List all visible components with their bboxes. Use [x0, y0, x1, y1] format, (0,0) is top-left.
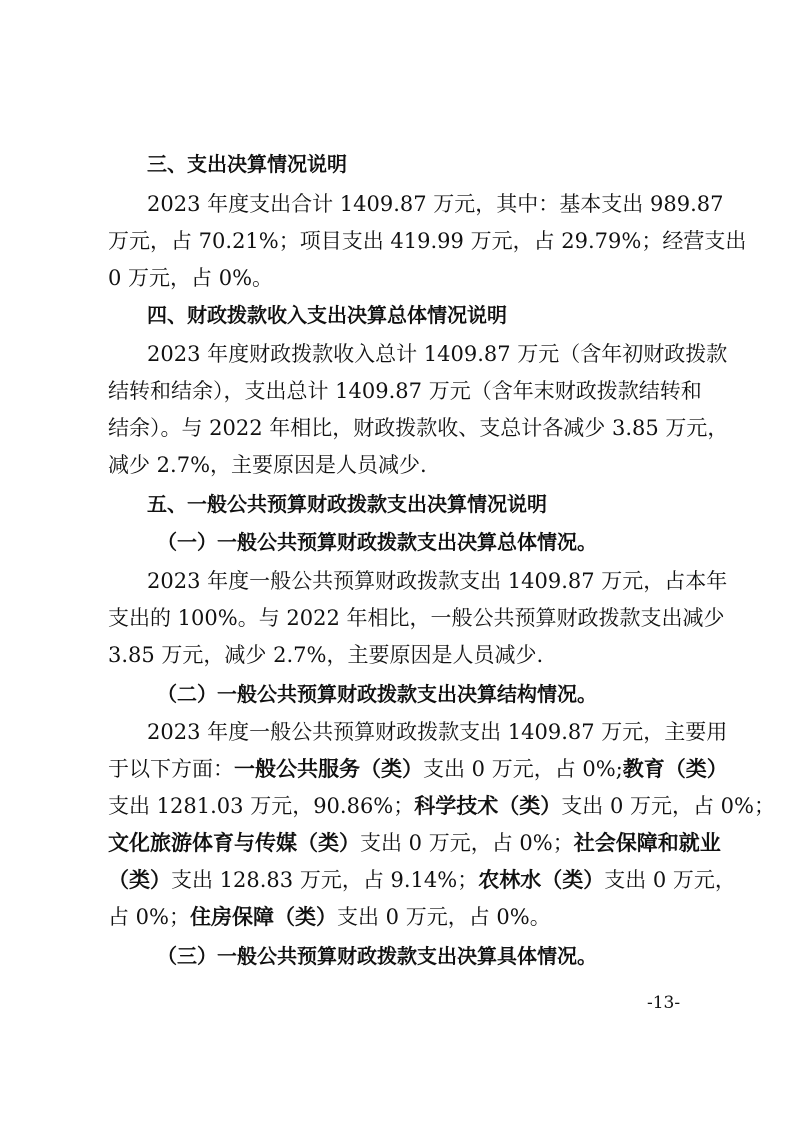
paragraph-line: 0 万元，占 0%。 — [108, 266, 274, 290]
paragraph-line — [108, 792, 775, 820]
page-number: -13- — [647, 993, 681, 1013]
category-label: 住房保障（类） — [190, 904, 337, 929]
subsection-heading-overall: （一）一般公共预算财政拨款支出决算总体情况。 — [157, 530, 597, 554]
category-label: 科学技术（类） — [414, 793, 562, 818]
text-run: 支出 0 万元，占 0%； — [360, 831, 574, 855]
section-heading-general-budget: 五、一般公共预算财政拨款支出决算情况说明 — [147, 492, 547, 516]
category-label: （类） — [108, 867, 171, 892]
paragraph-line: 2023 年度一般公共预算财政拨款支出 1409.87 万元，占本年 — [147, 569, 728, 593]
paragraph-line: 2023 年度财政拨款收入总计 1409.87 万元（含年初财政拨款 — [147, 342, 728, 366]
paragraph-line: 支出的 100%。与 2022 年相比，一般公共预算财政拨款支出减少 — [108, 606, 725, 630]
category-label: 农林水（类） — [478, 867, 605, 892]
paragraph-line: 结转和结余），支出总计 1409.87 万元（含年末财政拨款结转和 — [108, 379, 702, 403]
text-run: 支出 1281.03 万元，90.86%； — [108, 794, 415, 818]
subsection-heading-details: （三）一般公共预算财政拨款支出决算具体情况。 — [157, 944, 597, 968]
subsection-heading-structure: （二）一般公共预算财政拨款支出决算结构情况。 — [157, 682, 597, 706]
text-run: 占 0%； — [108, 905, 190, 929]
text-run: 支出 0 万元， — [604, 868, 736, 892]
text-run: 支出 0 万元，占 0%； — [561, 794, 775, 818]
paragraph-line: 3.85 万元，减少 2.7%，主要原因是人员减少. — [108, 643, 544, 667]
category-label: 一般公共服务（类） — [234, 756, 423, 781]
paragraph-line: 万元，占 70.21%；项目支出 419.99 万元，占 29.79%；经营支出 — [108, 229, 747, 253]
category-label: 社会保障和就业 — [573, 830, 721, 855]
text-run: 于以下方面： — [108, 757, 234, 781]
section-heading-expenditure: 三、支出决算情况说明 — [147, 152, 347, 176]
paragraph-line — [108, 903, 692, 931]
text-run: 支出 128.83 万元，占 9.14%； — [171, 868, 479, 892]
paragraph-line — [108, 755, 728, 783]
paragraph-line — [108, 866, 736, 894]
text-run: 支出 0 万元，占 0%; — [423, 757, 623, 781]
paragraph-line: 2023 年度一般公共预算财政拨款支出 1409.87 万元，主要用 — [147, 720, 728, 744]
section-heading-fiscal-allocation: 四、财政拨款收入支出决算总体情况说明 — [147, 303, 507, 327]
text-run: 支出 0 万元，占 0%。 — [337, 905, 551, 929]
paragraph-line: 结余）。与 2022 年相比，财政拨款收、支总计各减少 3.85 万元， — [108, 416, 729, 440]
category-label: 教育（类） — [622, 756, 728, 781]
category-label: 文化旅游体育与传媒（类） — [108, 830, 360, 855]
paragraph-line: 减少 2.7%，主要原因是人员减少. — [108, 453, 427, 477]
paragraph-line — [108, 829, 721, 857]
paragraph-line: 2023 年度支出合计 1409.87 万元，其中：基本支出 989.87 — [147, 192, 724, 216]
